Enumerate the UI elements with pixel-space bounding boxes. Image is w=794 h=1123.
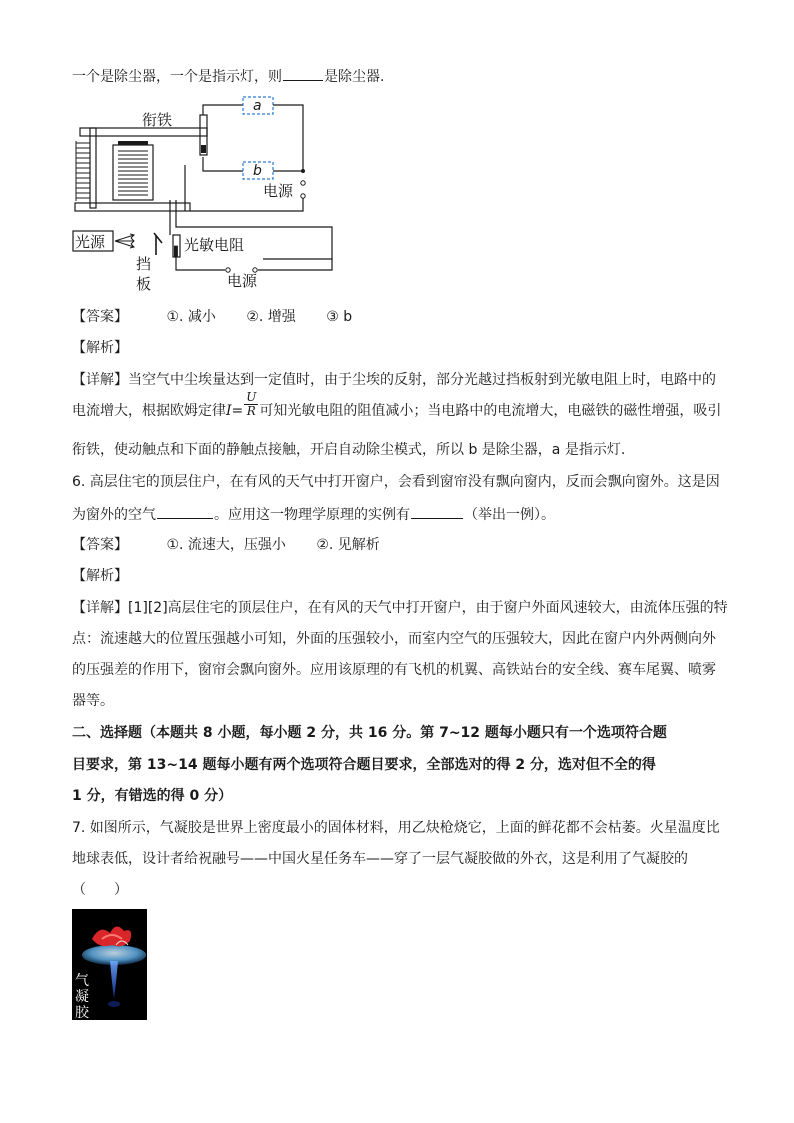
- answer-item-1: ①. 减小: [166, 309, 216, 325]
- q5-detail-text: 电流增大，根据欧姆定律: [72, 403, 226, 419]
- q5-detail-text-end: 可知光敏电阻的阻值减小；当电路中的电流增大，电磁铁的磁性增强，吸引: [259, 403, 722, 419]
- q6-analysis-label: 【解析】: [72, 568, 128, 584]
- q6-answer-row: [72, 535, 406, 555]
- answer-blank: [283, 66, 323, 81]
- power-source-2-label: 电源: [227, 272, 258, 290]
- q6-text-mid: 。应用这一物理学原理的实例有: [214, 507, 410, 523]
- q6-detail-line-3: 的压强差的作用下，窗帘会飘向窗外。应用该原理的有飞机的机翼、高铁站台的安全线、赛车尾翼、喷雾: [72, 662, 716, 678]
- q5-tail-text-end: 是除尘器.: [324, 69, 385, 85]
- q5-detail-line-2: [72, 389, 722, 421]
- ohm-law-fraction: [244, 391, 258, 418]
- base-plate: [75, 203, 190, 211]
- shield-label-1: 挡: [136, 255, 152, 273]
- answer-blank-2: [411, 504, 463, 519]
- formula-numerator: U: [246, 389, 257, 404]
- photoresistor-label: 光敏电阻: [184, 236, 245, 254]
- q5-detail-line-3: 衔铁，使动触点和下面的静触点接触，开启自动除尘模式，所以 b 是除尘器，a 是指示灯.: [72, 442, 626, 458]
- light-rays: [115, 234, 134, 248]
- answer-item-1: ①. 流速大，压强小: [166, 537, 286, 553]
- q6-detail-line-4: 器等。: [72, 693, 114, 709]
- q7-line-2: 地球表低，设计者给祝融号——中国火星任务车——穿了一层气凝胶做的外衣，这是利用了气凝胶的: [72, 851, 688, 867]
- answer-item-2: ②. 增强: [246, 309, 296, 325]
- answer-item-2: ②. 见解析: [316, 537, 380, 553]
- support-post: [90, 128, 96, 208]
- formula-lhs: I=: [226, 403, 244, 419]
- answer-label: 【答案】: [72, 537, 128, 553]
- section-2-line-1: 二、选择题（本题共 8 小题，每小题 2 分，共 16 分。第 7~12 题每小题只有一个选项符合题: [72, 725, 667, 741]
- q5-detail-line-1: 【详解】当空气中尘埃量达到一定值时，由于尘埃的反射，部分光越过挡板射到光敏电阻上时，电路中的: [72, 372, 716, 388]
- answer-item-3: ③ b: [326, 309, 353, 325]
- q6-line-2: [72, 504, 555, 525]
- armature-label: 衔铁: [142, 111, 173, 129]
- q7-line-1: 7. 如图所示，气凝胶是世界上密度最小的固体材料，用乙炔枪烧它，上面的鲜花都不会枯萎。火星温度比: [72, 820, 720, 836]
- formula-denominator: R: [246, 403, 256, 418]
- electromagnet: [113, 141, 153, 200]
- q6-line-1: 6. 高层住宅的顶层住户，在有风的天气中打开窗户，会看到窗帘没有飘向窗内，反而会飘向窗外。这是因: [72, 474, 720, 490]
- section-2-line-2: 目要求，第 13~14 题每小题有两个选项符合题目要求，全部选对的得 2 分，选对但不全的得: [72, 757, 656, 773]
- power-source-1-label: 电源: [263, 182, 294, 200]
- q5-tail-line: [72, 66, 384, 87]
- q5-analysis-label: 【解析】: [72, 340, 128, 356]
- shield-label-2: 板: [136, 275, 152, 293]
- aerogel-photo: [72, 909, 147, 1020]
- q6-detail-line-2: 点：流速越大的位置压强越小可知，外面的压强较小，而室内空气的压强较大，因此在窗户内外两侧向外: [72, 631, 716, 647]
- q6-detail-line-1: 【详解】[1][2]高层住宅的顶层住户，在有风的天气中打开窗户，由于窗户外面风速较大，由流体压强的特: [72, 600, 728, 616]
- shield-plate: [154, 233, 162, 255]
- q6-text: 为窗外的空气: [72, 507, 156, 523]
- device-a-label: a: [253, 98, 262, 114]
- q5-tail-text: 一个是除尘器，一个是指示灯，则: [72, 69, 282, 85]
- svg-text:▌: ▌: [174, 247, 182, 258]
- aerogel-caption: 气凝胶: [75, 973, 89, 1020]
- relay-circuit-diagram: [70, 95, 340, 295]
- q6-text-end: （举出一例）。: [464, 507, 555, 523]
- q7-line-3: （ ）: [72, 882, 128, 898]
- light-source-label: 光源: [75, 233, 106, 251]
- device-b-label: b: [253, 163, 262, 179]
- q5-answer-row: [72, 307, 378, 327]
- answer-blank-1: [157, 504, 213, 519]
- answer-label: 【答案】: [72, 309, 128, 325]
- armature-bar: [80, 128, 207, 136]
- section-2-line-3: 1 分，有错选的得 0 分）: [72, 788, 233, 804]
- spring: [76, 141, 90, 201]
